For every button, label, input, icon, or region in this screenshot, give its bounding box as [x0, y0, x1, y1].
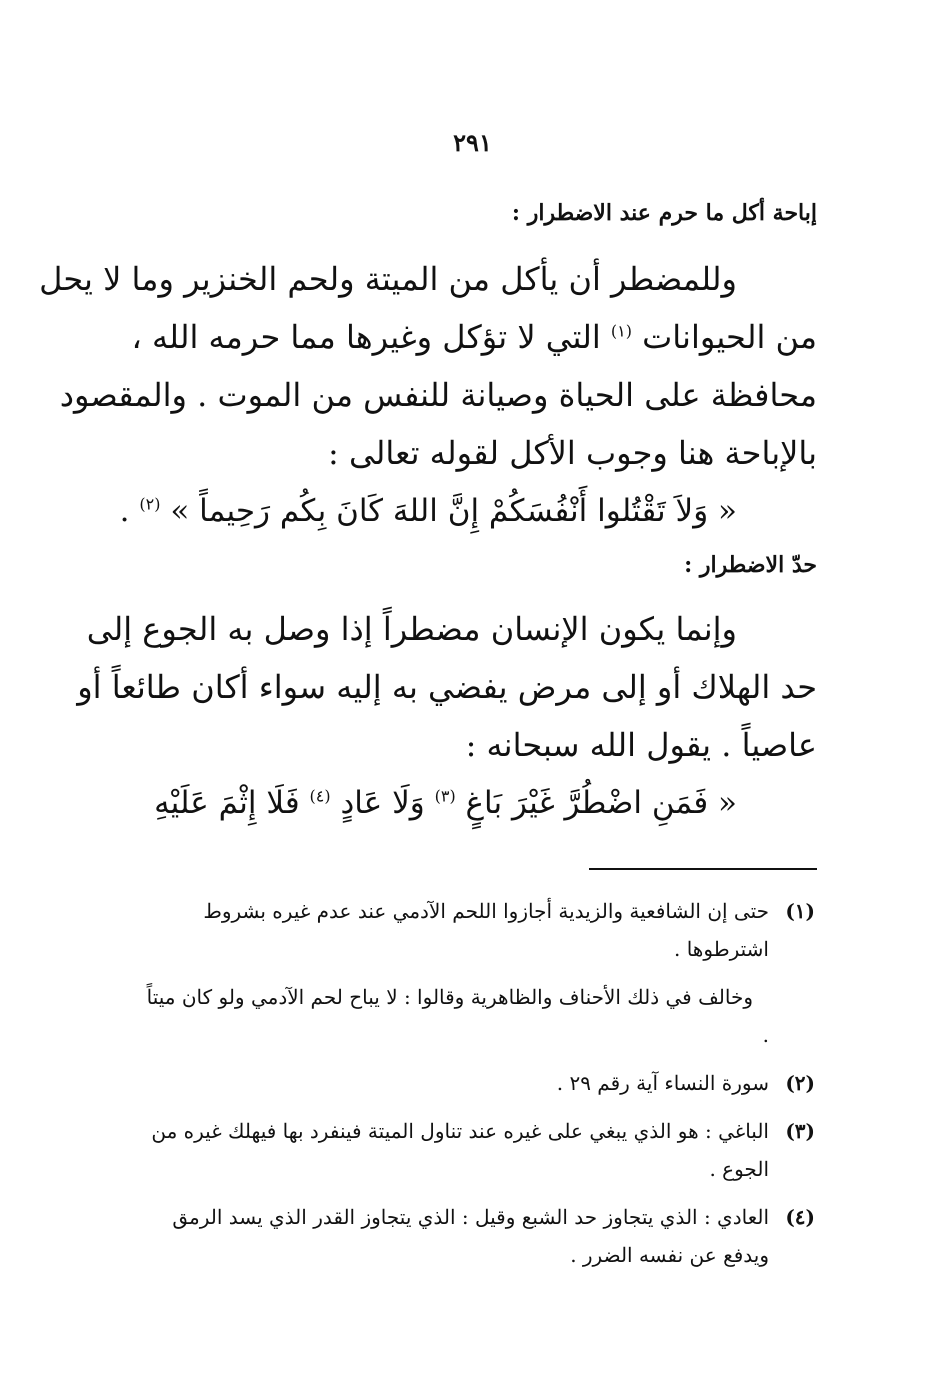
quran-verse — [137, 774, 817, 832]
paragraph-line: بالإباحة هنا وجوب الأكل لقوله تعالى : — [328, 434, 817, 472]
section-heading-permission: إباحة أكل ما حرم عند الاضطرار : — [511, 200, 817, 226]
paragraph-line: وللمضطر أن يأكل من الميتة ولحم الخنزير وما لا يحل — [39, 260, 737, 298]
verse-text: « فَمَنِ اضْطُرَّ غَيْرَ بَاغٍ — [455, 785, 737, 821]
line-text: من الحيوانات — [632, 318, 817, 356]
quran-verse — [119, 482, 817, 540]
footnote-text: سورة النساء آية رقم ٢٩ . — [556, 1071, 769, 1095]
footnotes — [135, 892, 815, 1284]
footnote-text: الباغي : هو الذي يبغي على غيره عند تناول الميتة فينفرد بها فيهلك غيره من الجوع . — [151, 1119, 769, 1181]
section-heading-definition: حدّ الاضطرار : — [684, 552, 817, 578]
footnote-1 — [135, 892, 815, 968]
footnote-ref-4[interactable]: (٤) — [309, 786, 331, 806]
verse-text: « وَلاَ تَقْتُلوا أَنْفُسَكُمْ إِنَّ اللهَ كَانَ بِكُم رَحِيماً » — [160, 493, 737, 529]
paragraph-line: محافظة على الحياة وصيانة للنفس من الموت . والمقصود — [59, 376, 817, 414]
paragraph-line — [131, 308, 817, 366]
footnote-ref-2[interactable]: (٢) — [139, 494, 161, 514]
verse-text: فَلَا إِثْمَ عَلَيْهِ — [154, 785, 310, 821]
paragraph-line: حد الهلاك أو إلى مرض يفضي به إليه سواء أكان طائعاً أو — [77, 668, 817, 706]
footnote-number: (١) — [785, 899, 815, 923]
footnote-1-continuation: وخالف في ذلك الأحناف والظاهرية وقالوا : لا يباح لحم الآدمي ولو كان ميتاً . — [146, 985, 769, 1047]
footnote-ref-1[interactable]: (١) — [610, 321, 632, 341]
footnote-ref-3[interactable]: (٣) — [434, 786, 456, 806]
footnote-4 — [135, 1198, 815, 1274]
page-number: ٢٩١ — [453, 128, 492, 157]
footnote-divider — [589, 868, 817, 870]
footnote-number: (٣) — [785, 1119, 815, 1143]
section-body-permission — [39, 250, 817, 540]
footnote-number: (٤) — [785, 1205, 815, 1229]
footnote-text: العادي : الذي يتجاوز حد الشبع وقيل : الذي يتجاوز القدر الذي يسد الرمق ويدفع عن نفسه الضرر . — [172, 1205, 769, 1267]
paragraph-line: وإنما يكون الإنسان مضطراً إذا وصل به الجوع إلى — [86, 610, 737, 648]
verse-text: وَلَا عَادٍ — [330, 785, 435, 821]
verse-end: . — [119, 493, 140, 529]
footnote-2 — [135, 1064, 815, 1102]
footnote-text: حتى إن الشافعية والزيدية أجازوا اللحم الآدمي عند عدم غيره بشروط اشترطوها . — [203, 899, 769, 961]
paragraph-line: عاصياً . يقول الله سبحانه : — [465, 726, 817, 764]
footnote-number: (٢) — [785, 1071, 815, 1095]
footnote-3 — [135, 1112, 815, 1188]
line-text: التي لا تؤكل وغيرها مما حرمه الله ، — [131, 318, 601, 356]
section-body-definition — [77, 600, 817, 832]
